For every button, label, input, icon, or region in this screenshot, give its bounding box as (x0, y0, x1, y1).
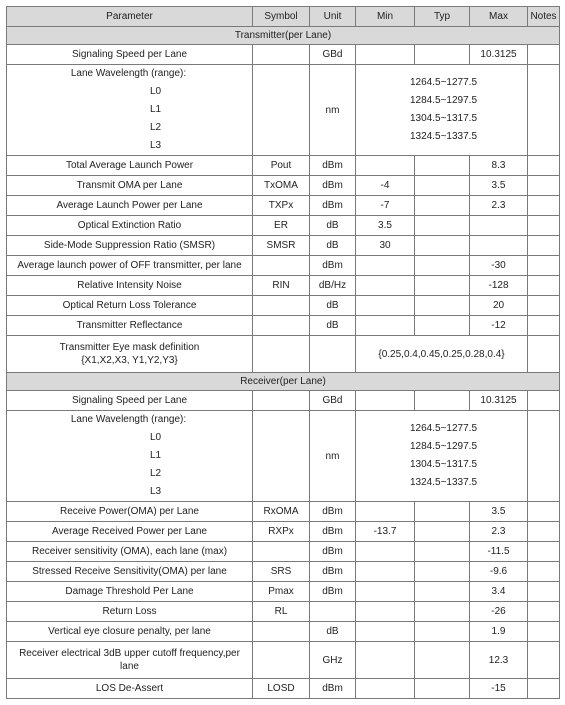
max-cell: 10.3125 (470, 45, 528, 65)
table-row (7, 391, 560, 411)
typ-cell (415, 316, 470, 336)
notes-cell (528, 336, 560, 373)
symbol-cell (253, 336, 310, 373)
lane-label: L1 (149, 450, 162, 461)
min-cell (356, 316, 415, 336)
section-header-row (7, 373, 560, 391)
table-row (7, 622, 560, 642)
unit-cell: dBm (310, 522, 356, 542)
min-cell (356, 296, 415, 316)
min-cell: -4 (356, 176, 415, 196)
typ-cell (415, 502, 470, 522)
wavelength-title: Lane Wavelength (range): (70, 68, 187, 79)
symbol-cell (253, 622, 310, 642)
table-row (7, 336, 560, 373)
min-cell (356, 602, 415, 622)
notes-cell (528, 65, 560, 156)
symbol-cell: RIN (253, 276, 310, 296)
max-cell: -15 (470, 679, 528, 699)
max-cell: 10.3125 (470, 391, 528, 411)
symbol-cell: LOSD (253, 679, 310, 699)
table-row (7, 256, 560, 276)
wavelength-range: 1304.5~1317.5 (410, 459, 478, 470)
notes-cell (528, 582, 560, 602)
wavelength-title: Lane Wavelength (range): (70, 414, 187, 425)
unit-cell: dB (310, 622, 356, 642)
notes-cell (528, 236, 560, 256)
min-cell (356, 256, 415, 276)
unit-cell: dBm (310, 156, 356, 176)
lane-label: L3 (149, 486, 162, 497)
col-header-parameter: Parameter (7, 7, 253, 27)
symbol-cell (253, 256, 310, 276)
max-cell: -11.5 (470, 542, 528, 562)
parameter-cell: Vertical eye closure penalty, per lane (7, 622, 253, 642)
parameter-cell: Transmit OMA per Lane (7, 176, 253, 196)
col-header-unit: Unit (310, 7, 356, 27)
min-cell (356, 542, 415, 562)
min-cell (356, 502, 415, 522)
unit-cell: dBm (310, 196, 356, 216)
col-header-notes: Notes (528, 7, 560, 27)
parameter-cell: Average Launch Power per Lane (7, 196, 253, 216)
parameter-cell: Return Loss (7, 602, 253, 622)
range-cell (356, 65, 528, 156)
symbol-cell: ER (253, 216, 310, 236)
lane-label: L0 (149, 432, 162, 443)
table-row (7, 296, 560, 316)
parameter-cell: Signaling Speed per Lane (7, 45, 253, 65)
unit-cell: GHz (310, 642, 356, 679)
wavelength-range: 1324.5~1337.5 (410, 131, 478, 142)
min-cell (356, 45, 415, 65)
typ-cell (415, 156, 470, 176)
table-row (7, 216, 560, 236)
unit-cell: dBm (310, 542, 356, 562)
typ-cell (415, 256, 470, 276)
unit-cell: GBd (310, 45, 356, 65)
unit-cell: dBm (310, 582, 356, 602)
symbol-cell: SRS (253, 562, 310, 582)
range-cell (356, 411, 528, 502)
notes-cell (528, 542, 560, 562)
parameter-cell: Stressed Receive Sensitivity(OMA) per lane (7, 562, 253, 582)
wavelength-range: 1284.5~1297.5 (410, 441, 478, 452)
unit-cell: dB (310, 296, 356, 316)
notes-cell (528, 679, 560, 699)
typ-cell (415, 196, 470, 216)
max-cell: 2.3 (470, 196, 528, 216)
max-cell: 12.3 (470, 642, 528, 679)
typ-cell (415, 391, 470, 411)
col-header-max: Max (470, 7, 528, 27)
notes-cell (528, 316, 560, 336)
col-header-typ: Typ (415, 7, 470, 27)
parameter-cell: Average launch power of OFF transmitter, per lane (7, 256, 253, 276)
typ-cell (415, 562, 470, 582)
symbol-cell (253, 642, 310, 679)
notes-cell (528, 256, 560, 276)
table-row (7, 562, 560, 582)
min-cell (356, 679, 415, 699)
max-cell: 3.5 (470, 502, 528, 522)
parameter-cell: Optical Return Loss Tolerance (7, 296, 253, 316)
max-cell: -26 (470, 602, 528, 622)
parameter-line: Transmitter Eye mask definition (59, 342, 200, 353)
min-cell (356, 156, 415, 176)
symbol-cell (253, 391, 310, 411)
section-title: Transmitter(per Lane) (7, 27, 560, 45)
notes-cell (528, 642, 560, 679)
max-cell: -128 (470, 276, 528, 296)
max-cell: 3.4 (470, 582, 528, 602)
unit-cell: dB/Hz (310, 276, 356, 296)
table-row (7, 411, 560, 502)
table-body (7, 27, 560, 699)
unit-cell: dBm (310, 176, 356, 196)
typ-cell (415, 176, 470, 196)
table-row (7, 642, 560, 679)
notes-cell (528, 45, 560, 65)
max-cell: 2.3 (470, 522, 528, 542)
symbol-cell (253, 65, 310, 156)
lane-label: L2 (149, 468, 162, 479)
table-row (7, 542, 560, 562)
min-cell (356, 582, 415, 602)
parameter-line: {X1,X2,X3, Y1,Y2,Y3} (81, 355, 178, 366)
table-row (7, 236, 560, 256)
parameter-cell: Receiver electrical 3dB upper cutoff frequency,per lane (7, 642, 253, 679)
parameter-cell: Relative Intensity Noise (7, 276, 253, 296)
table-row (7, 316, 560, 336)
parameter-cell: Damage Threshold Per Lane (7, 582, 253, 602)
eye-mask-value: {0.25,0.4,0.45,0.25,0.28,0.4} (356, 336, 528, 373)
unit-cell: dB (310, 236, 356, 256)
notes-cell (528, 522, 560, 542)
max-cell (470, 236, 528, 256)
col-header-symbol: Symbol (253, 7, 310, 27)
typ-cell (415, 602, 470, 622)
lane-label: L1 (149, 104, 162, 115)
max-cell: 8.3 (470, 156, 528, 176)
unit-cell: dB (310, 216, 356, 236)
parameter-cell: Receiver sensitivity (OMA), each lane (max) (7, 542, 253, 562)
typ-cell (415, 296, 470, 316)
section-title: Receiver(per Lane) (7, 373, 560, 391)
min-cell (356, 642, 415, 679)
notes-cell (528, 602, 560, 622)
table-row (7, 196, 560, 216)
unit-cell: dBm (310, 562, 356, 582)
wavelength-range: 1264.5~1277.5 (410, 423, 478, 434)
table-row (7, 602, 560, 622)
symbol-cell (253, 411, 310, 502)
max-cell (470, 216, 528, 236)
parameter-cell: LOS De-Assert (7, 679, 253, 699)
parameter-cell: Total Average Launch Power (7, 156, 253, 176)
unit-cell: dBm (310, 256, 356, 276)
unit-cell: dB (310, 316, 356, 336)
table-row (7, 156, 560, 176)
table-row (7, 522, 560, 542)
symbol-cell: TXPx (253, 196, 310, 216)
wavelength-range: 1304.5~1317.5 (410, 113, 478, 124)
notes-cell (528, 196, 560, 216)
notes-cell (528, 411, 560, 502)
notes-cell (528, 296, 560, 316)
table-row (7, 502, 560, 522)
notes-cell (528, 391, 560, 411)
min-cell (356, 276, 415, 296)
max-cell: -30 (470, 256, 528, 276)
unit-cell: nm (310, 65, 356, 156)
table-row (7, 679, 560, 699)
max-cell: -12 (470, 316, 528, 336)
spec-table (6, 6, 560, 699)
parameter-cell (7, 65, 253, 156)
notes-cell (528, 216, 560, 236)
max-cell: 20 (470, 296, 528, 316)
typ-cell (415, 642, 470, 679)
symbol-cell (253, 296, 310, 316)
min-cell: 3.5 (356, 216, 415, 236)
min-cell (356, 391, 415, 411)
unit-cell: GBd (310, 391, 356, 411)
symbol-cell: RXPx (253, 522, 310, 542)
parameter-cell (7, 411, 253, 502)
symbol-cell: RL (253, 602, 310, 622)
notes-cell (528, 562, 560, 582)
parameter-cell (7, 336, 253, 373)
unit-cell: dBm (310, 502, 356, 522)
symbol-cell: SMSR (253, 236, 310, 256)
parameter-cell: Average Received Power per Lane (7, 522, 253, 542)
notes-cell (528, 622, 560, 642)
table-row (7, 45, 560, 65)
typ-cell (415, 276, 470, 296)
parameter-cell: Optical Extinction Ratio (7, 216, 253, 236)
parameter-cell: Side-Mode Suppression Ratio (SMSR) (7, 236, 253, 256)
max-cell: -9.6 (470, 562, 528, 582)
min-cell (356, 622, 415, 642)
min-cell (356, 562, 415, 582)
wavelength-range: 1264.5~1277.5 (410, 77, 478, 88)
symbol-cell (253, 542, 310, 562)
symbol-cell (253, 316, 310, 336)
typ-cell (415, 622, 470, 642)
unit-cell (310, 336, 356, 373)
lane-label: L2 (149, 122, 162, 133)
symbol-cell (253, 45, 310, 65)
notes-cell (528, 156, 560, 176)
table-row (7, 276, 560, 296)
unit-cell: dBm (310, 679, 356, 699)
typ-cell (415, 522, 470, 542)
notes-cell (528, 176, 560, 196)
typ-cell (415, 236, 470, 256)
typ-cell (415, 582, 470, 602)
table-row (7, 176, 560, 196)
symbol-cell: Pmax (253, 582, 310, 602)
typ-cell (415, 542, 470, 562)
wavelength-range: 1324.5~1337.5 (410, 477, 478, 488)
symbol-cell: Pout (253, 156, 310, 176)
lane-label: L3 (149, 140, 162, 151)
min-cell: 30 (356, 236, 415, 256)
max-cell: 3.5 (470, 176, 528, 196)
typ-cell (415, 679, 470, 699)
parameter-cell: Receive Power(OMA) per Lane (7, 502, 253, 522)
lane-label: L0 (149, 86, 162, 97)
table-row (7, 65, 560, 156)
unit-cell: nm (310, 411, 356, 502)
wavelength-range: 1284.5~1297.5 (410, 95, 478, 106)
min-cell: -13.7 (356, 522, 415, 542)
table-row (7, 582, 560, 602)
table-header (7, 7, 560, 27)
typ-cell (415, 45, 470, 65)
parameter-cell: Transmitter Reflectance (7, 316, 253, 336)
symbol-cell: RxOMA (253, 502, 310, 522)
parameter-cell: Signaling Speed per Lane (7, 391, 253, 411)
notes-cell (528, 276, 560, 296)
typ-cell (415, 216, 470, 236)
min-cell: -7 (356, 196, 415, 216)
symbol-cell: TxOMA (253, 176, 310, 196)
col-header-min: Min (356, 7, 415, 27)
section-header-row (7, 27, 560, 45)
unit-cell (310, 602, 356, 622)
notes-cell (528, 502, 560, 522)
max-cell: 1.9 (470, 622, 528, 642)
